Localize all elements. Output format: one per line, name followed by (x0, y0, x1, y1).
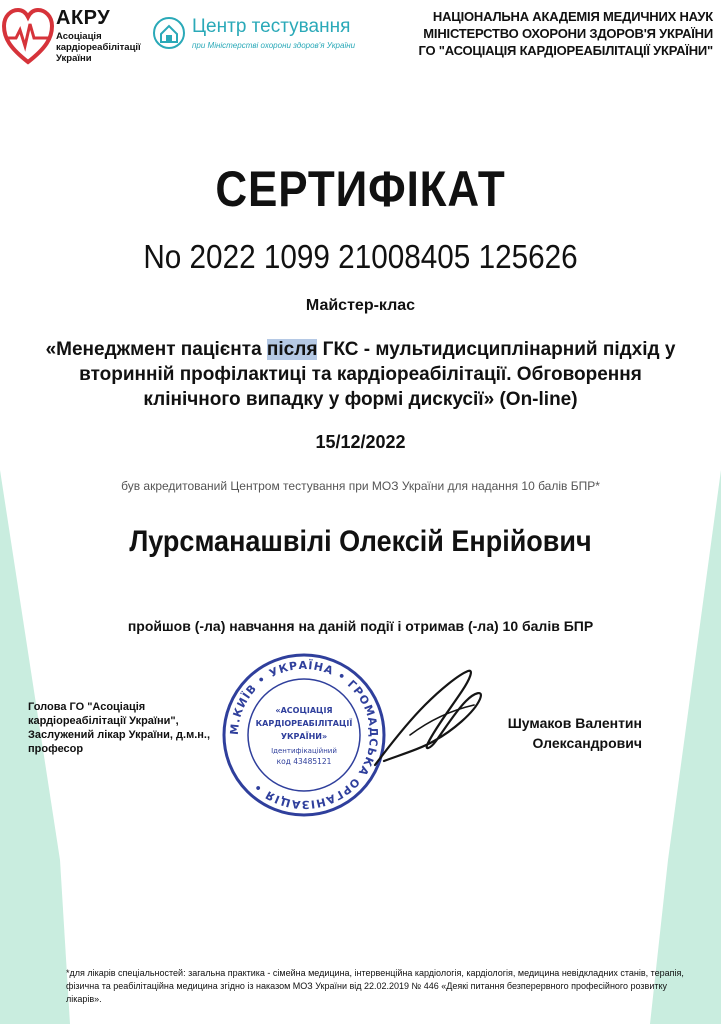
stamp-line: код 43485121 (276, 757, 332, 766)
event-name (40, 337, 681, 412)
stamp-line: КАРДІОРЕАБІЛІТАЦІЇ (255, 719, 353, 728)
event-type: Майстер-клас (305, 297, 416, 314)
completion-text (0, 618, 721, 634)
akru-title: АКРУ (56, 7, 111, 29)
stamp-ring-text: М.КИЇВ • УКРАЇНА • ГРОМАДСЬКА ОРГАНІЗАЦІЯ • (227, 658, 381, 812)
organization-line: МІНІСТЕРСТВО ОХОРОНИ ЗДОРОВ'Я УКРАЇНИ (423, 26, 713, 41)
stamp-line: Ідентифікаційний (271, 747, 337, 755)
stamp-line: УКРАЇНИ» (280, 732, 328, 741)
event-date: 15/12/2022 (315, 432, 406, 452)
organizations-block (393, 8, 713, 59)
stamp-line: «АСОЦІАЦІЯ (275, 706, 333, 715)
test-center-logo (152, 14, 382, 54)
heart-pulse-icon (2, 4, 54, 68)
certificate-title: СЕРТИФІКАТ (215, 161, 506, 217)
event-name-end: ГКС - мультидисциплінарний підхід у вторинній профілактиці та кардіореабілітації. Обговорення клінічного випадку у формі дискусії» (On-line) (79, 339, 676, 410)
certificate-number: No 2022 1099 21008405 125626 (143, 238, 578, 275)
stamp-seal (219, 650, 389, 820)
participant-name: Лурсманашвілі Олексій Енрійович (129, 525, 592, 558)
test-center-name: Центр тестування (192, 16, 351, 37)
signatory-name: Шумаков Валентин Олександрович (507, 715, 642, 751)
organization-line: ГО "АСОЦІАЦІЯ КАРДІОРЕАБІЛІТАЦІЇ УКРАЇНИ" (418, 43, 713, 58)
completion-statement: пройшов (-ла) навчання на даній події і отримав (-ла) (127, 618, 503, 634)
signatory-position: Голова ГО "Асоціація кардіореабілітації України", Заслужений лікар України, д.м.н., професор (28, 701, 211, 755)
house-icon (152, 16, 186, 50)
akru-logo (2, 4, 152, 68)
event-name-start: «Менеджмент пацієнта (45, 339, 267, 360)
completion-points: 10 балів БПР (502, 618, 594, 634)
event-name-highlight: після (266, 339, 318, 360)
accreditation-text: був акредитований Центром тестування при МОЗ України для надання 10 балів БПР* (121, 479, 600, 493)
footnote: *для лікарів спеціальностей: загальна практика - сімейна медицина, інтервенційна кардіологія, кардіологія, медицина невідкладних станів, терапія, фізична та реабілітаційна медицина згідно із наказом МОЗ України від 22.02.2019 № 446 «Деякі питання безперервного професійного розвитку лікарів». (66, 968, 684, 1004)
test-center-subtitle: при Міністерстві охорони здоров'я України (192, 41, 356, 50)
organization-line: НАЦІОНАЛЬНА АКАДЕМІЯ МЕДИЧНИХ НАУК (432, 9, 713, 24)
akru-subtitle: Асоціація кардіореабілітації України (56, 31, 141, 64)
